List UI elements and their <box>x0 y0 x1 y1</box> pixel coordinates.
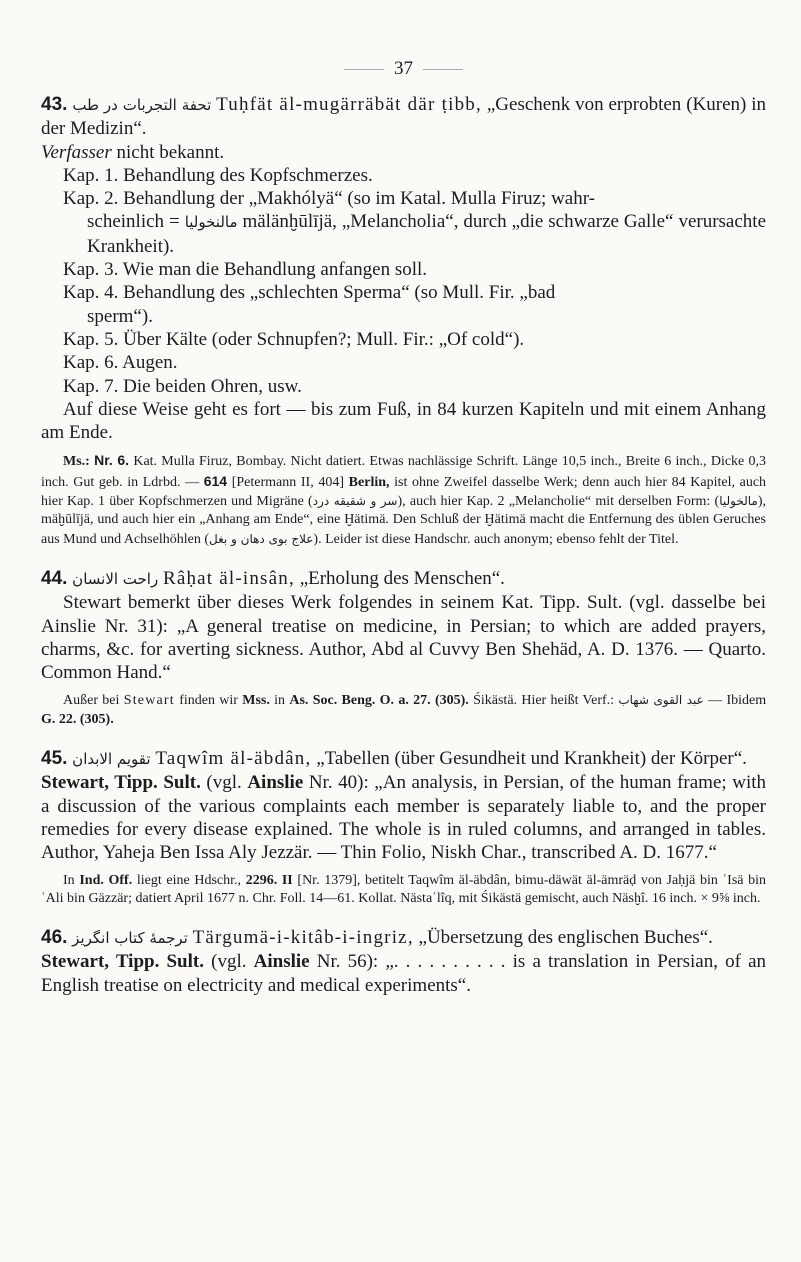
transliteration: Tuḥfät äl-mugärräbät där ṭibb, <box>216 94 482 115</box>
entry-46-body: Stewart, Tipp. Sult. (vgl. Ainslie Nr. 56): „. . . . . . . . . . is a translation in Persian, of an English treatise on electricity and medical experiments“. <box>41 951 767 996</box>
chapter-line: Kap. 1. Behandlung des Kopfschmerzes. <box>63 164 373 186</box>
entry-43-heading <box>41 93 766 141</box>
gloss: „Übersetzung des englischen Buches“. <box>418 927 713 949</box>
chapter-line: Kap. 4. Behandlung des „schlechten Sperma“ (so Mull. Fir. „bad <box>63 282 556 304</box>
arabic-term: مالنخوليا <box>184 213 238 232</box>
chapter-line: Kap. 7. Die beiden Ohren, usw. <box>63 375 302 397</box>
chapter-continuation: sperm“). <box>87 305 153 327</box>
entry-46-heading <box>41 926 766 950</box>
entry-44-heading <box>41 567 766 591</box>
entry-44-note: Außer bei Stewart finden wir Mss. in As. Soc. Beng. O. a. 27. (305). Śikästä. Hier heißt Verf.: عبد القوی شهاب — Ibidem G. 22. (305). <box>41 693 767 727</box>
entry-number: 43. <box>41 94 68 115</box>
entry-45-heading <box>41 747 766 771</box>
gloss: „Erholung des Menschen“. <box>299 567 505 589</box>
author-label: Verfasser <box>41 141 112 163</box>
entry-number: 44. <box>41 567 68 589</box>
manuscript-note: Ms.: Nr. 6. Kat. Mulla Firuz, Bombay. Nicht datiert. Etwas nachlässige Schrift. Länge 10,5 inch., Breite 6 inch., Dicke 0,3 inch. Gut geb. in Ldrbd. — 614 [Petermann II, 404] Berlin, ist ohne Zweifel dasselbe Werk; denn auch hier 84 Kapitel, auch hier Kap. 1 über Kopfschmerzen und Migräne (سر و شقیقه درد), auch hier Kap. 2 „Melancholie“ mit derselben Form: (مالخوليا), mäḫūlījä, und auch hier ein „Anhang am Ende“, eine Ḫätimä. Den Schluß der Ḫätimä macht die Entfernung des üblen Geruches aus Mund und Achselhöhlen (علاج بوی دهان و بغل). Leider ist diese Handschr. auch anonym; ebenso fehlt der Titel. <box>41 452 767 547</box>
chapter-continuation: scheinlich = مالنخوليا mälänḫūlījä, „Melancholia“, durch „die schwarze Galle“ verursachte Krankheit). <box>87 211 767 257</box>
arabic-title: تقويم الابدان <box>72 750 151 769</box>
entry-45-body: Stewart, Tipp. Sult. (vgl. Ainslie Nr. 40): „An analysis, in Persian, of the human frame; with a discussion of the various complaints each member is separately liable to, and the proper remedies for every disease explained. The whole is in ruled columns, and arranged in tables. Author, Yaheja Ben Issa Aly Jezzär. — Thin Folio, Niskh Char., transcribed A. D. 1677.“ <box>41 772 766 864</box>
chapter-line: Kap. 2. Behandlung der „Makhólyä“ (so im Katal. Mulla Firuz; wahr- <box>63 188 596 210</box>
summary: Auf diese Weise geht es fort — bis zum Fuß, in 84 kurzen Kapiteln und mit einem Anhang am Ende. <box>41 398 766 444</box>
arabic-title: تحفة التجربات در طب <box>72 96 212 114</box>
gloss: „Geschenk von erprobten (Kuren) in der Medizin“. <box>41 94 767 140</box>
chapter-line: Kap. 6. Augen. <box>63 352 178 374</box>
chapter-line: Kap. 5. Über Kälte (oder Schnupfen?; Mull. Fir.: „Of cold“). <box>63 328 525 350</box>
transliteration: Râḥat äl-insân, <box>162 567 295 589</box>
arabic-title: ترجمهٔ کتاب انگریز <box>72 929 188 948</box>
arabic-title: راحت الانسان <box>72 569 159 588</box>
entry-number: 45. <box>41 748 68 770</box>
entry-44-body: Stewart bemerkt über dieses Werk folgendes in seinem Kat. Tipp. Sult. (vgl. dasselbe bei Ainslie Nr. 31): „A general treatise on medicine, in Persian; to which are added prayers, charms, &c. for averting sickness. Author, Abd al Cuvvy Ben Shehäd, A. D. 1376. — Quarto. Common Hand.“ <box>41 592 766 684</box>
author-line: Verfasser nicht bekannt. <box>41 141 225 163</box>
chapter-line: Kap. 3. Wie man die Behandlung anfangen soll. <box>63 259 428 281</box>
transliteration: Taqwîm äl-äbdân, <box>155 748 312 770</box>
page-body <box>41 93 766 997</box>
entry-number: 46. <box>41 927 68 949</box>
entry-45-note: In Ind. Off. liegt eine Hdschr., 2296. II [Nr. 1379], betitelt Taqwîm äl-äbdân, bimu-däwät äl-ämräḍ von Jaḥjä bin ʿIsä bin ʿAli bin Gäzzär; datiert April 1677 n. Chr. Foll. 14—61. Kollat. Nästaʿlîq, mit Śikästä gemischt, auch Näsḫî. 16 inch. × 9⅝ inch. <box>41 872 767 906</box>
gloss: „Tabellen (über Gesundheit und Krankheit) der Körper“. <box>316 748 747 770</box>
page-number: 37 <box>41 58 766 80</box>
transliteration: Tärgumä-i-kitâb-i-ingriz, <box>192 927 414 949</box>
